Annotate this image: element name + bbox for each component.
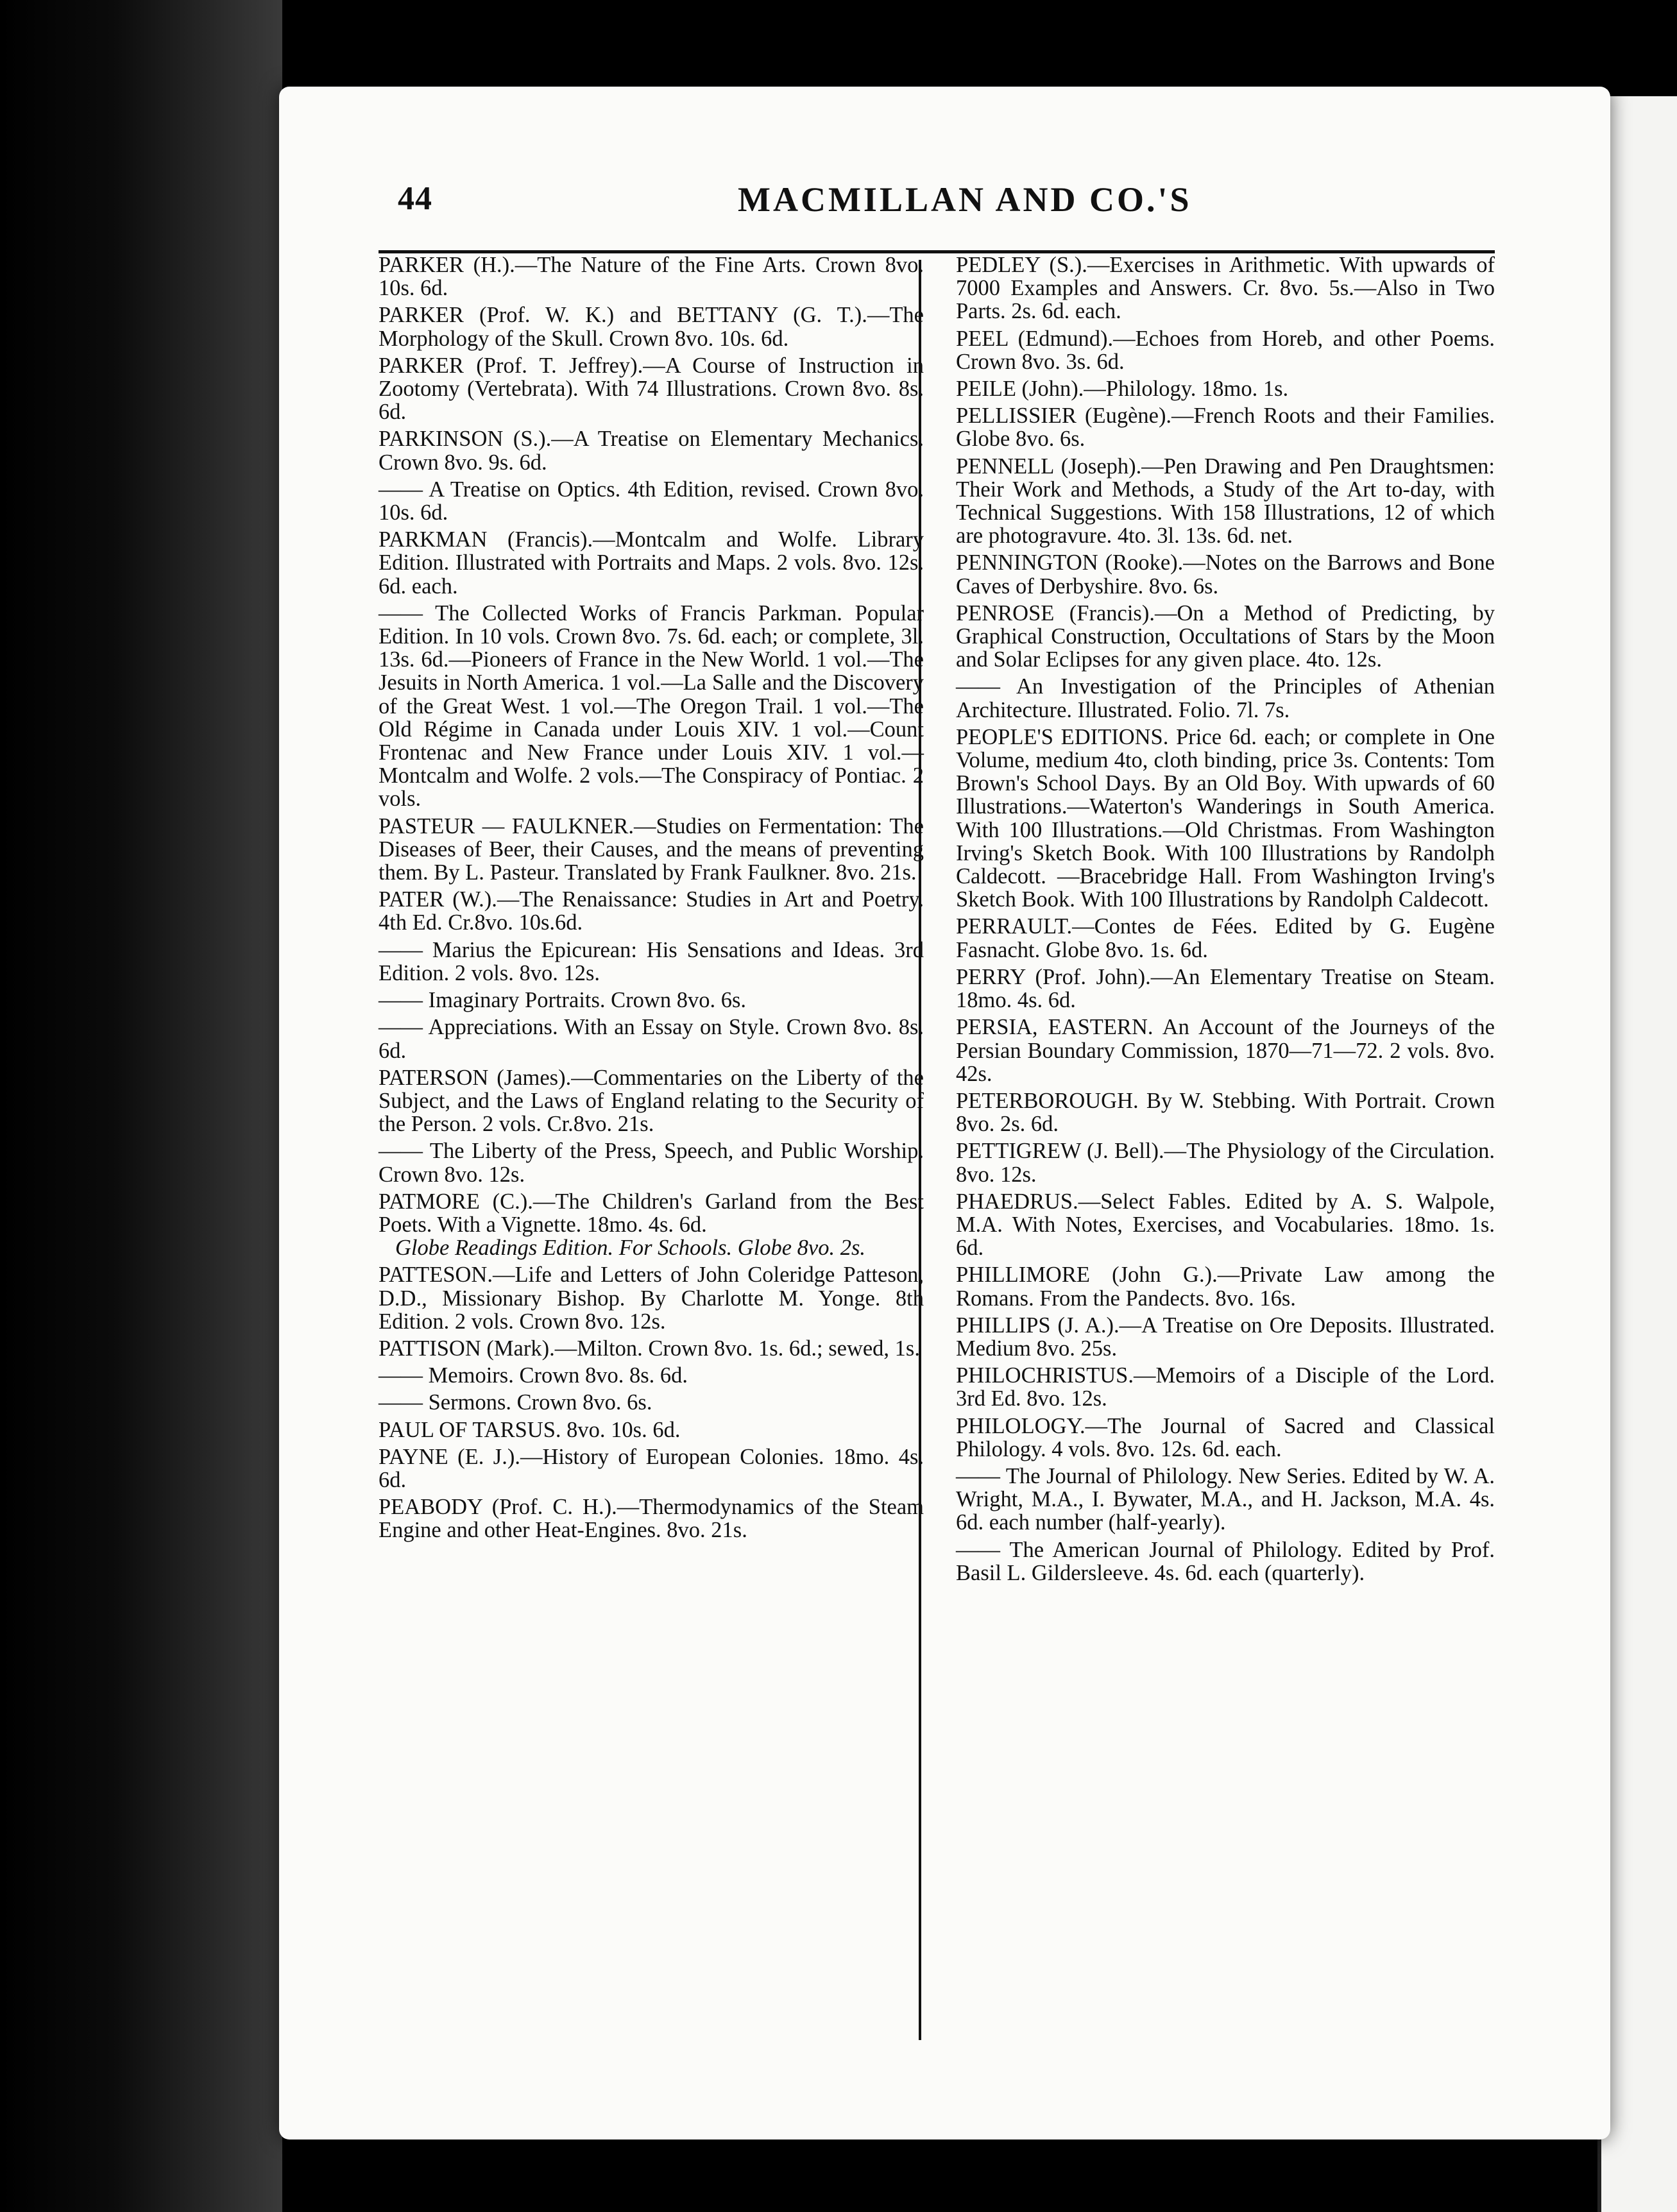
catalogue-entry: PATTESON.—Life and Letters of John Coleridge Patteson, D.D., Missionary Bishop. By Charlotte M. Yonge. 8th Edition. 2 vols. Crown 8vo. 12s. (379, 1263, 924, 1334)
catalogue-entry: PARKER (Prof. W. K.) and BETTANY (G. T.).—The Morphology of the Skull. Crown 8vo. 10s. 6d. (379, 303, 924, 351)
catalogue-entry: —— The American Journal of Philology. Edited by Prof. Basil L. Gildersleeve. 4s. 6d. each (quarterly). (956, 1537, 1495, 1585)
catalogue-entry: —— A Treatise on Optics. 4th Edition, revised. Crown 8vo. 10s. 6d. (379, 477, 924, 525)
catalogue-entry: PAUL OF TARSUS. 8vo. 10s. 6d. (379, 1417, 681, 1442)
book-spine-shadow (0, 0, 282, 2212)
catalogue-entry: PAYNE (E. J.).—History of European Colonies. 18mo. 4s. 6d. (379, 1444, 924, 1492)
catalogue-entry: PEABODY (Prof. C. H.).—Thermodynamics of the Steam Engine and other Heat-Engines. 8vo. 21s. (379, 1495, 924, 1543)
catalogue-entry: —— The Collected Works of Francis Parkman. Popular Edition. In 10 vols. Crown 8vo. 7s. 6d. each; or complete, 3l. 13s. 6d.—Pioneers of France in the New World. 1 vol.—The Jesuits in North America. 1 vol.—La Salle and the Discovery of the Great West. 1 vol.—The Oregon Trail. 1 vol.—The Old Régime in Canada under Louis XIV. 1 vol.—Count Frontenac and New France under Louis XIV. 1 vol.—Montcalm and Wolfe. 2 vols.—The Conspiracy of Pontiac. 2 vols. (379, 600, 924, 812)
catalogue-entry: —— An Investigation of the Principles of Athenian Architecture. Illustrated. Folio. 7l. 7s. (956, 674, 1495, 722)
catalogue-entry: —— The Liberty of the Press, Speech, and Public Worship. Crown 8vo. 12s. (379, 1139, 924, 1187)
catalogue-entry: PELLISSIER (Eugène).—French Roots and their Families. Globe 8vo. 6s. (956, 404, 1495, 452)
catalogue-entry: PENNINGTON (Rooke).—Notes on the Barrows and Bone Caves of Derbyshire. 8vo. 6s. (956, 550, 1495, 599)
catalogue-entry: PATTISON (Mark).—Milton. Crown 8vo. 1s. 6d.; sewed, 1s. (379, 1336, 920, 1361)
catalogue-entry: PARKER (H.).—The Nature of the Fine Arts. Crown 8vo. 10s. 6d. (379, 253, 924, 301)
catalogue-entry: —— Marius the Epicurean: His Sensations and Ideas. 3rd Edition. 2 vols. 8vo. 12s. (379, 937, 924, 985)
running-title: MACMILLAN AND CO.'S (738, 180, 1192, 219)
catalogue-entry: PERRY (Prof. John).—An Elementary Treatise on Steam. 18mo. 4s. 6d. (956, 964, 1495, 1013)
catalogue-entry: —— Sermons. Crown 8vo. 6s. (379, 1390, 652, 1415)
catalogue-entry: PETERBOROUGH. By W. Stebbing. With Portrait. Crown 8vo. 2s. 6d. (956, 1088, 1495, 1137)
catalogue-entry: PHILLIPS (J. A.).—A Treatise on Ore Deposits. Illustrated. Medium 8vo. 25s. (956, 1313, 1495, 1361)
catalogue-entry: PATER (W.).—The Renaissance: Studies in Art and Poetry. 4th Ed. Cr.8vo. 10s.6d. (379, 887, 924, 935)
catalogue-entry: PHAEDRUS.—Select Fables. Edited by A. S. Walpole, M.A. With Notes, Exercises, and Vocabularies. 18mo. 1s. 6d. (956, 1189, 1495, 1261)
right-column (956, 253, 1495, 1585)
catalogue-entry: PERSIA, EASTERN. An Account of the Journeys of the Persian Boundary Commission, 1870—71—72. 2 vols. 8vo. 42s. (956, 1015, 1495, 1086)
catalogue-entry: PEILE (John).—Philology. 18mo. 1s. (956, 377, 1289, 402)
catalogue-entry: PHILOCHRISTUS.—Memoirs of a Disciple of the Lord. 3rd Ed. 8vo. 12s. (956, 1363, 1495, 1411)
catalogue-entry: PATMORE (C.).—The Children's Garland from the Best Poets. With a Vignette. 18mo. 4s. 6d. (379, 1189, 924, 1237)
catalogue-entry: PETTIGREW (J. Bell).—The Physiology of the Circulation. 8vo. 12s. (956, 1139, 1495, 1187)
catalogue-entry: PERRAULT.—Contes de Fées. Edited by G. Eugène Fasnacht. Globe 8vo. 1s. 6d. (956, 914, 1495, 962)
catalogue-entry: PHILOLOGY.—The Journal of Sacred and Classical Philology. 4 vols. 8vo. 12s. 6d. each. (956, 1413, 1495, 1461)
catalogue-entry: PARKINSON (S.).—A Treatise on Elementary Mechanics. Crown 8vo. 9s. 6d. (379, 427, 924, 475)
catalogue-entry: PENROSE (Francis).—On a Method of Predicting, by Graphical Construction, Occultations of Stars by the Moon and Solar Eclipses for any given place. 4to. 12s. (956, 600, 1495, 672)
catalogue-entry: —— Memoirs. Crown 8vo. 8s. 6d. (379, 1363, 688, 1388)
catalogue-entry: PEOPLE'S EDITIONS. Price 6d. each; or complete in One Volume, medium 4to, cloth binding, price 3s. Contents: Tom Brown's School Days. By an Old Boy. With upwards of 60 Illustrations.—Waterton's Wanderings in South America. With 100 Illustrations.—Old Christmas. From Washington Irving's Sketch Book. With 100 Illustrations by Randolph Caldecott. —Bracebridge Hall. From Washington Irving's Sketch Book. With 100 Illustrations by Randolph Caldecott. (956, 724, 1495, 912)
catalogue-entry: PARKER (Prof. T. Jeffrey).—A Course of Instruction in Zootomy (Vertebrata). With 74 Illustrations. Crown 8vo. 8s. 6d. (379, 353, 924, 425)
page-number: 44 (398, 180, 432, 217)
catalogue-entry: PENNELL (Joseph).—Pen Drawing and Pen Draughtsmen: Their Work and Methods, a Study of the Art to-day, with Technical Suggestions. With 158 Illustrations, 12 of which are photogravure. 4to. 3l. 13s. 6d. net. (956, 454, 1495, 549)
catalogue-entry: PARKMAN (Francis).—Montcalm and Wolfe. Library Edition. Illustrated with Portraits and Maps. 2 vols. 8vo. 12s. 6d. each. (379, 527, 924, 599)
catalogue-entry: PEDLEY (S.).—Exercises in Arithmetic. With upwards of 7000 Examples and Answers. Cr. 8vo. 5s.—Also in Two Parts. 2s. 6d. each. (956, 253, 1495, 324)
catalogue-entry: Globe Readings Edition. For Schools. Globe 8vo. 2s. (395, 1236, 866, 1261)
catalogue-entry: PEEL (Edmund).—Echoes from Horeb, and other Poems. Crown 8vo. 3s. 6d. (956, 326, 1495, 374)
catalogue-entry: PHILLIMORE (John G.).—Private Law among the Romans. From the Pandects. 8vo. 16s. (956, 1263, 1495, 1311)
left-column (379, 253, 924, 1542)
catalogue-entry: PASTEUR — FAULKNER.—Studies on Fermentation: The Diseases of Beer, their Causes, and the means of preventing them. By L. Pasteur. Translated by Frank Faulkner. 8vo. 21s. (379, 813, 924, 885)
catalogue-entry: —— Imaginary Portraits. Crown 8vo. 6s. (379, 988, 747, 1013)
page-header (398, 180, 1495, 231)
catalogue-entry: PATERSON (James).—Commentaries on the Liberty of the Subject, and the Laws of England relating to the Security of the Person. 2 vols. Cr.8vo. 21s. (379, 1065, 924, 1137)
catalogue-entry: —— Appreciations. With an Essay on Style. Crown 8vo. 8s. 6d. (379, 1015, 924, 1063)
catalogue-entry: —— The Journal of Philology. New Series. Edited by W. A. Wright, M.A., I. Bywater, M.A., and H. Jackson, M.A. 4s. 6d. each number (half-yearly). (956, 1463, 1495, 1535)
